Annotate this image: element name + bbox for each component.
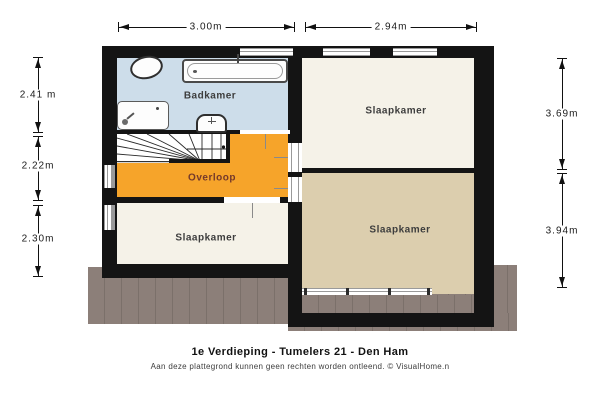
- plan-disclaimer: Aan deze plattegrond kunnen geen rechten worden ontleend. © VisualHome.n: [150, 362, 450, 371]
- window-left-slaapkamer: [104, 205, 115, 230]
- dim-label-top-2: 2.94m: [372, 22, 411, 33]
- shower-hose: [126, 112, 134, 119]
- door-slaapkamer-br-opening: [288, 177, 302, 202]
- bathtub-basin: [187, 63, 283, 79]
- dim-tick: [33, 200, 43, 201]
- label-badkamer: Badkamer: [183, 90, 237, 102]
- dim-label-left-1: 2.41 m: [17, 90, 60, 101]
- shower: [117, 101, 169, 130]
- plan-title: 1e Verdieping - Tumelers 21 - Den Ham: [191, 346, 409, 358]
- dim-tick: [33, 276, 43, 277]
- dim-arrow-down: [35, 190, 41, 199]
- window-post: [304, 288, 307, 295]
- dim-label-right-2: 3.94m: [543, 226, 582, 237]
- toilet: [196, 114, 227, 133]
- label-slaapkamer-top-right: Slaapkamer: [365, 105, 427, 117]
- staircase: [117, 134, 230, 163]
- bathtub-tap: [237, 54, 239, 63]
- dim-arrow-down: [559, 277, 565, 286]
- shower-drain: [156, 107, 159, 110]
- label-overloop: Overloop: [188, 172, 236, 184]
- window-bottom-right-band: [302, 288, 432, 295]
- dim-tick: [557, 169, 567, 170]
- wall-left: [102, 46, 117, 278]
- window-slaapkamer-top-2: [393, 48, 437, 56]
- label-slaapkamer-bottom-left: Slaapkamer: [175, 232, 237, 244]
- label-slaapkamer-bottom-right: Slaapkamer: [369, 224, 431, 236]
- wall-bedrooms-right-divider: [302, 168, 474, 173]
- window-slaapkamer-top-1: [323, 48, 370, 56]
- toilet-flush-mark-h: [208, 121, 216, 122]
- dim-arrow-down: [559, 159, 565, 168]
- dim-tick: [33, 132, 43, 133]
- dim-arrow-right: [466, 24, 475, 30]
- door-slaapkamer-bl-leaf: [252, 203, 253, 218]
- door-slaapkamer-tr-opening: [288, 143, 302, 172]
- roof-strip-bottom-right-room: [302, 294, 474, 314]
- window-post: [346, 288, 349, 295]
- window-post: [388, 288, 391, 295]
- dim-arrow-down: [35, 122, 41, 131]
- door-badkamer-leaf: [265, 134, 266, 149]
- dim-arrow-right: [284, 24, 293, 30]
- dim-arrow-down: [35, 266, 41, 275]
- bathtub: [182, 59, 288, 83]
- window-left-overloop: [104, 165, 115, 188]
- dim-label-left-2: 2.22m: [19, 161, 58, 172]
- dim-tick: [476, 22, 477, 32]
- bathtub-drain: [193, 70, 197, 73]
- wall-right: [474, 46, 494, 327]
- window-post: [427, 288, 430, 295]
- wall-bottom-left: [102, 264, 302, 278]
- dim-tick: [294, 22, 295, 32]
- dim-label-top-1: 3.00m: [187, 22, 226, 33]
- wall-bottom-right: [288, 313, 494, 327]
- door-slaapkamer-tr-leaf: [274, 157, 288, 158]
- dim-tick: [557, 287, 567, 288]
- window-badkamer-top: [240, 48, 293, 56]
- door-slaapkamer-br-leaf: [274, 188, 288, 189]
- dim-label-left-3: 2.30m: [19, 234, 58, 245]
- dim-label-right-1: 3.69m: [543, 109, 582, 120]
